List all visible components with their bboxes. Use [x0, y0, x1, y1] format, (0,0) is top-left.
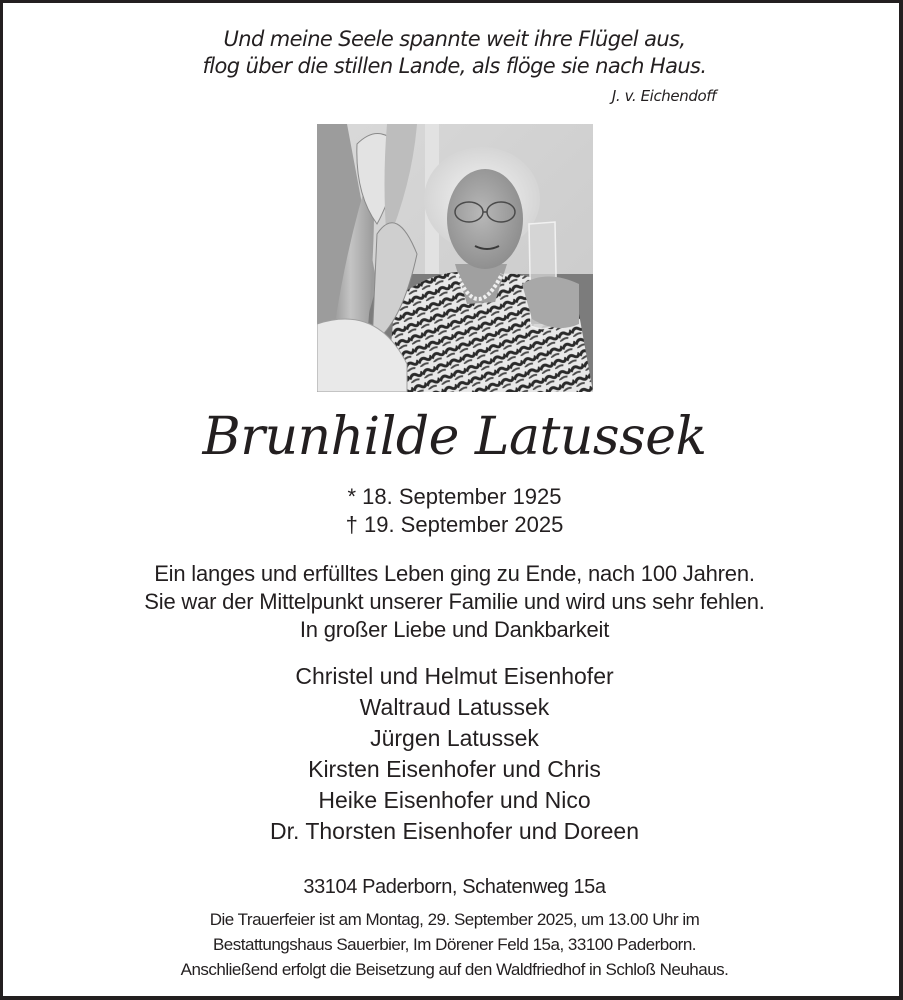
quote-author: J. v. Eichendoff [611, 87, 716, 105]
mourner-1: Christel und Helmut Eisenhofer [295, 663, 614, 689]
service-line-1: Die Trauerfeier ist am Montag, 29. September 2025, um 13.00 Uhr im [209, 910, 700, 929]
message-line-1: Ein langes und erfülltes Leben ging zu Ende, nach 100 Jahren. [154, 561, 755, 586]
mourner-2: Waltraud Latussek [359, 694, 550, 720]
family-address: 33104 Paderborn, Schatenweg 15a [303, 876, 606, 898]
message-line-2: Sie war der Mittelpunkt unserer Familie und wird uns sehr fehlen. [144, 589, 765, 614]
mourner-4: Kirsten Eisenhofer und Chris [308, 756, 601, 782]
mourner-6: Dr. Thorsten Eisenhofer und Doreen [269, 818, 640, 844]
portrait-image [317, 124, 593, 392]
mourner-5: Heike Eisenhofer und Nico [318, 787, 591, 813]
deceased-name: Brunhilde Latussek [202, 407, 707, 467]
message-line-3: In großer Liebe und Dankbarkeit [299, 617, 610, 642]
service-line-2: Bestattungshaus Sauerbier, Im Dörener Feld 15a, 33100 Paderborn. [212, 935, 697, 954]
death-date: † 19. September 2025 [345, 512, 564, 537]
mourner-3: Jürgen Latussek [370, 725, 539, 751]
birth-date: * 18. September 1925 [347, 484, 562, 509]
quote-line-2: flog über die stillen Lande, als flöge sie nach Haus. [202, 54, 707, 78]
service-line-3: Anschließend erfolgt die Beisetzung auf den Waldfriedhof in Schloß Neuhaus. [180, 960, 729, 979]
portrait-photo [317, 124, 593, 392]
quote-line-1: Und meine Seele spannte weit ihre Flügel aus, [223, 27, 686, 51]
